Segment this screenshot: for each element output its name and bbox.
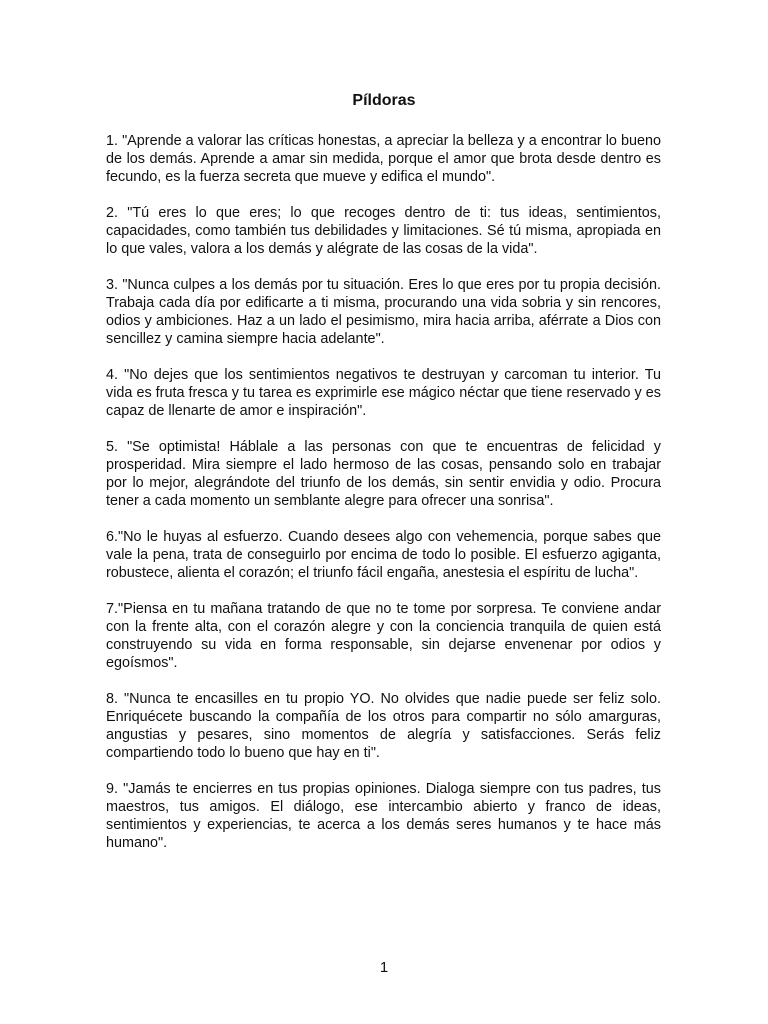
- paragraph-2: 2. "Tú eres lo que eres; lo que recoges dentro de ti: tus ideas, sentimientos, capacidades, como también tus debilidades y limitaciones. Sé tú misma, apropiada en lo que vales, valora a los demás y alégrate de las cosas de la vida".: [106, 205, 661, 257]
- page-number: 1: [379, 959, 389, 976]
- paragraph-5: 5. "Se optimista! Háblale a las personas con que te encuentras de felicidad y prosperidad. Mira siempre el lado hermoso de las cosas, pensando solo en trabajar por lo mejor, alegrándote del triunfo de los demás, sin sentir envidia y odio. Procura tener a cada momento un semblante alegre para ofrecer una sonrisa".: [106, 439, 661, 509]
- paragraph-8: 8. "Nunca te encasilles en tu propio YO. No olvides que nadie puede ser feliz solo. Enriquécete buscando la compañía de los otros para compartir no sólo amarguras, angustias y pesares, sino momentos de alegría y satisfacciones. Serás feliz compartiendo todo lo bueno que hay en ti".: [106, 691, 661, 761]
- document-body: [106, 132, 661, 870]
- paragraph-7: 7."Piensa en tu mañana tratando de que no te tome por sorpresa. Te conviene andar con la frente alta, con el corazón alegre y con la conciencia tranquila de quien está construyendo su vida en forma responsable, sin dejarse envenenar por odios y egoísmos".: [106, 601, 661, 671]
- paragraph-4: 4. "No dejes que los sentimientos negativos te destruyan y carcoman tu interior. Tu vida es fruta fresca y tu tarea es exprimirle ese mágico néctar que tiene reservado y es capaz de llenarte de amor e inspiración".: [106, 367, 661, 419]
- page-title: Píldoras: [352, 92, 416, 109]
- paragraph-6: 6."No le huyas al esfuerzo. Cuando desees algo con vehemencia, porque sabes que vale la pena, trata de conseguirlo por encima de todo lo posible. El esfuerzo agiganta, robustece, alienta el corazón; el triunfo fácil engaña, anestesia el espíritu de lucha".: [106, 529, 661, 581]
- paragraph-9: 9. "Jamás te encierres en tus propias opiniones. Dialoga siempre con tus padres, tus maestros, tus amigos. El diálogo, ese intercambio abierto y franco de ideas, sentimientos y experiencias, te acerca a los demás seres humanos y te hace más humano".: [106, 781, 661, 851]
- paragraph-3: 3. "Nunca culpes a los demás por tu situación. Eres lo que eres por tu propia decisión. Trabaja cada día por edificarte a ti misma, procurando una vida sobria y sin rencores, odios y ambiciones. Haz a un lado el pesimismo, mira hacia arriba, aférrate a Dios con sencillez y camina siempre hacia adelante".: [106, 277, 661, 347]
- paragraph-1: 1. "Aprende a valorar las críticas honestas, a apreciar la belleza y a encontrar lo bueno de los demás. Aprende a amar sin medida, porque el amor que brota desde dentro es fecundo, es la fuerza secreta que mueve y edifica el mundo".: [106, 133, 661, 185]
